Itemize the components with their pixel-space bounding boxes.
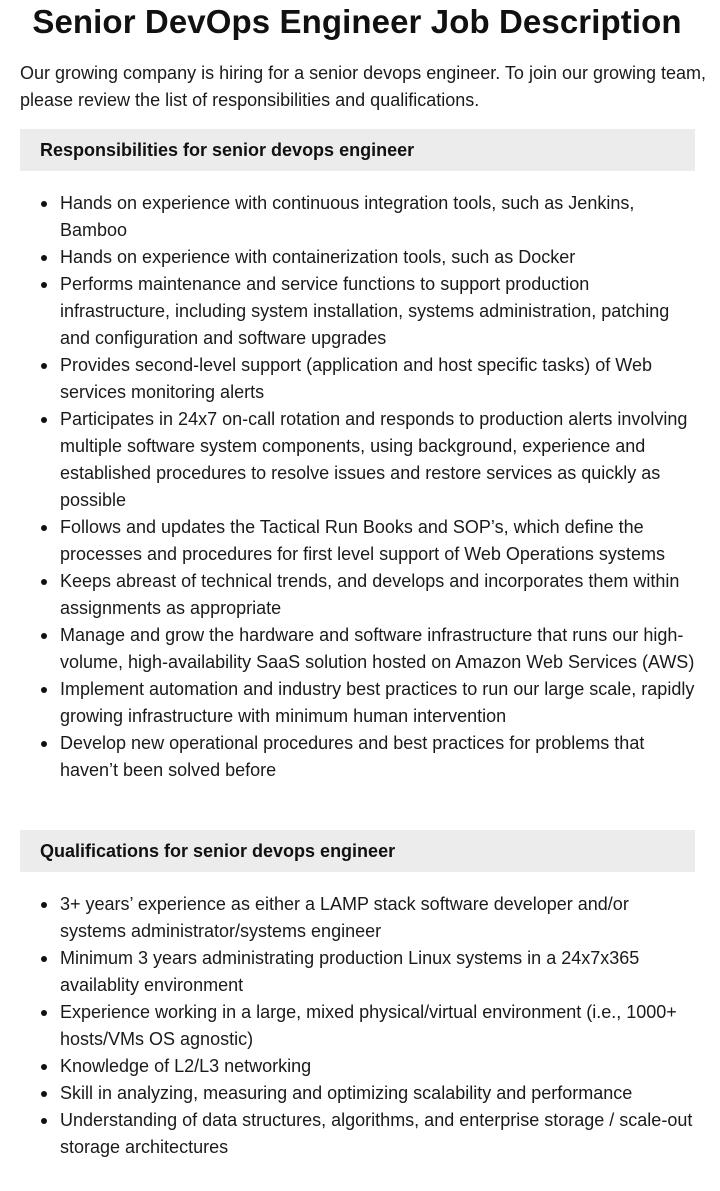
list-item	[20, 190, 696, 244]
bullet-icon	[41, 1118, 47, 1124]
list-item	[20, 622, 696, 676]
list-item-text: Provides second-level support (application and host specific tasks) of Web services monitoring alerts	[60, 355, 652, 402]
list-item	[20, 891, 696, 945]
list-item	[20, 271, 696, 352]
bullet-icon	[41, 1064, 47, 1070]
list-item-text: Participates in 24x7 on-call rotation and responds to production alerts involving multiple software system components, using background, experience and established procedures to resolve issues and restore services as quickly as possible	[60, 409, 688, 510]
bullet-icon	[41, 417, 47, 423]
list-item	[20, 1053, 696, 1080]
bullet-icon	[41, 282, 47, 288]
list-item-text: Keeps abreast of technical trends, and develops and incorporates them within assignments as appropriate	[60, 571, 680, 618]
list-item-text: Follows and updates the Tactical Run Books and SOP’s, which define the processes and procedures for first level support of Web Operations systems	[60, 517, 665, 564]
list-item	[20, 568, 696, 622]
list-item	[20, 676, 696, 730]
bullet-icon	[41, 902, 47, 908]
bullet-icon	[41, 633, 47, 639]
page-title: Senior DevOps Engineer Job Description	[32, 3, 682, 40]
list-item	[20, 244, 696, 271]
list-item	[20, 406, 696, 514]
bullet-icon	[41, 741, 47, 747]
bullet-icon	[41, 1091, 47, 1097]
list-item-text: Manage and grow the hardware and software infrastructure that runs our high-volume, high-availability SaaS solution hosted on Amazon Web Services (AWS)	[60, 625, 695, 672]
list-item	[20, 999, 696, 1053]
intro-paragraph: Our growing company is hiring for a senior devops engineer. To join our growing team, please review the list of responsibilities and qualifications.	[20, 63, 707, 110]
list-item	[20, 352, 696, 406]
list-item	[20, 945, 696, 999]
list-item-text: Develop new operational procedures and best practices for problems that haven’t been solved before	[60, 733, 645, 780]
bullet-icon	[41, 525, 47, 531]
list-item-text: 3+ years’ experience as either a LAMP stack software developer and/or systems administrator/systems engineer	[60, 894, 629, 941]
bullet-icon	[41, 363, 47, 369]
list-item	[20, 1080, 696, 1107]
qualifications-heading: Qualifications for senior devops engineer	[20, 830, 695, 872]
list-item-text: Understanding of data structures, algorithms, and enterprise storage / scale-out storage architectures	[60, 1110, 693, 1157]
list-item-text: Experience working in a large, mixed physical/virtual environment (i.e., 1000+ hosts/VMs OS agnostic)	[60, 1002, 677, 1049]
list-item-text: Performs maintenance and service functions to support production infrastructure, including system installation, systems administration, patching and configuration and software upgrades	[60, 274, 670, 348]
list-item	[20, 514, 696, 568]
responsibilities-list	[20, 190, 696, 784]
list-item-text: Hands on experience with continuous integration tools, such as Jenkins, Bamboo	[60, 193, 635, 240]
list-item-text: Minimum 3 years administrating production Linux systems in a 24x7x365 availablity environment	[60, 948, 640, 995]
bullet-icon	[41, 579, 47, 585]
list-item-text: Skill in analyzing, measuring and optimizing scalability and performance	[60, 1083, 633, 1103]
qualifications-list	[20, 891, 696, 1161]
list-item-text: Implement automation and industry best practices to run our large scale, rapidly growing infrastructure with minimum human intervention	[60, 679, 695, 726]
bullet-icon	[41, 255, 47, 261]
bullet-icon	[41, 687, 47, 693]
list-item	[20, 1107, 696, 1161]
responsibilities-heading: Responsibilities for senior devops engineer	[20, 129, 695, 171]
list-item-text: Hands on experience with containerization tools, such as Docker	[60, 247, 576, 267]
bullet-icon	[41, 956, 47, 962]
list-item	[20, 730, 696, 784]
bullet-icon	[41, 1010, 47, 1016]
list-item-text: Knowledge of L2/L3 networking	[60, 1056, 312, 1076]
bullet-icon	[41, 201, 47, 207]
